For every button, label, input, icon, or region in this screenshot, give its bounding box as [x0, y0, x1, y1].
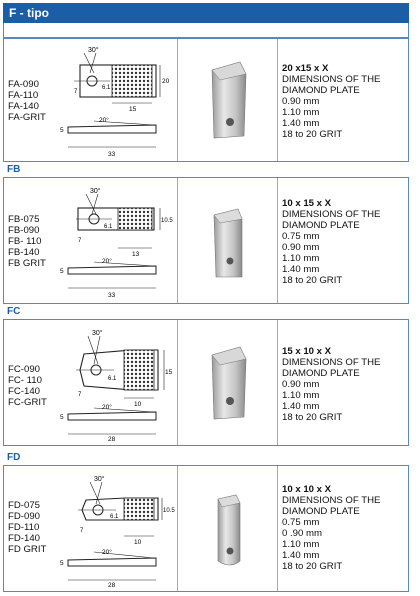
spec-line: DIMENSIONS OF THE — [282, 209, 381, 220]
angle-side-label: 20° — [102, 404, 112, 411]
model-code: FB- 110 — [8, 236, 42, 247]
spec-line: 1.40 mm — [282, 264, 320, 275]
model-code: FD-090 — [8, 511, 40, 522]
section-label-fd: FD — [7, 452, 21, 463]
spec-line: DIMENSIONS OF THE — [282, 74, 381, 85]
model-code: FC-090 — [8, 364, 40, 375]
product-row-fa — [3, 38, 409, 162]
technical-drawing-cell — [4, 466, 178, 591]
pad-dim-label: 10 — [134, 539, 142, 546]
model-code: FB GRIT — [8, 258, 46, 269]
hole-dim-label: 6.1 — [108, 376, 117, 382]
spec-line: 18 to 20 GRIT — [282, 129, 343, 140]
model-code: FA-110 — [8, 90, 39, 101]
product-photo-cell — [178, 466, 278, 591]
spec-line: 0.90 mm — [282, 96, 320, 107]
left-dim-label: 7 — [78, 238, 82, 244]
dresser-drawing — [54, 182, 172, 300]
model-code: FD-110 — [8, 522, 40, 533]
right-dim-label: 15 — [165, 369, 173, 376]
model-codes — [8, 364, 47, 408]
spec-line: 1.40 mm — [282, 401, 320, 412]
right-dim-label: 10.5 — [163, 508, 175, 514]
spec-line: 1.40 mm — [282, 118, 320, 129]
product-photo-cell — [178, 178, 278, 303]
dresser-drawing — [54, 43, 172, 159]
model-code: FB-140 — [8, 247, 40, 258]
side-dim-label: 5 — [60, 268, 64, 275]
model-code: FA-GRIT — [8, 112, 46, 123]
page-title: F - tipo — [3, 3, 409, 23]
right-dim-label: 10.5 — [161, 218, 173, 224]
spec-line: 0.75 mm — [282, 517, 320, 528]
hole-dim-label: 6.1 — [104, 224, 113, 230]
left-dim-label: 7 — [74, 89, 78, 95]
model-code: FA-090 — [8, 79, 39, 90]
model-codes — [8, 500, 46, 555]
hole-dim-label: 6.1 — [102, 85, 111, 91]
model-code: FD-075 — [8, 500, 40, 511]
spec-line: 18 to 20 GRIT — [282, 412, 343, 423]
pad-dim-label: 15 — [129, 106, 137, 113]
spec-line: DIMENSIONS OF THE — [282, 495, 381, 506]
bottom-dim-label: 28 — [108, 582, 116, 589]
spec-cell — [278, 466, 408, 591]
model-code: FB-075 — [8, 214, 40, 225]
model-codes — [8, 214, 46, 269]
dresser-photo — [206, 201, 250, 281]
plate-size: 15 x 10 x X — [282, 346, 332, 357]
hole-dim-label: 6.1 — [110, 514, 119, 520]
product-row-fb — [3, 177, 409, 304]
model-code: FD GRIT — [8, 544, 47, 555]
spec-line: 18 to 20 GRIT — [282, 561, 343, 572]
spec-line: 1.10 mm — [282, 253, 320, 264]
pad-dim-label: 13 — [132, 251, 140, 258]
angle-side-label: 20° — [99, 117, 109, 124]
left-dim-label: 7 — [78, 392, 82, 398]
product-row-fc — [3, 319, 409, 446]
spec-line: 1.10 mm — [282, 107, 320, 118]
plate-size: 10 x 15 x X — [282, 198, 332, 209]
side-dim-label: 5 — [60, 560, 64, 567]
section-label-fc: FC — [7, 306, 21, 317]
model-code: FA-140 — [8, 101, 39, 112]
model-codes — [8, 79, 46, 123]
angle-side-label: 20° — [102, 549, 112, 556]
plate-size: 10 x 10 x X — [282, 484, 332, 495]
spec-cell — [278, 320, 408, 445]
angle-side-label: 20° — [102, 258, 112, 265]
product-row-fd — [3, 465, 409, 592]
angle-top-label: 30° — [88, 47, 99, 54]
spec-cell — [278, 39, 408, 161]
spec-line: 18 to 20 GRIT — [282, 275, 343, 286]
dresser-drawing — [54, 324, 172, 442]
model-code: FB-090 — [8, 225, 40, 236]
spec-line: 0 .90 mm — [282, 528, 322, 539]
side-dim-label: 5 — [60, 127, 64, 134]
spec-line: DIAMOND PLATE — [282, 506, 360, 517]
spec-line: 1.40 mm — [282, 550, 320, 561]
spec-line: 0.90 mm — [282, 379, 320, 390]
model-code: FD-140 — [8, 533, 40, 544]
bottom-dim-label: 28 — [108, 436, 116, 443]
product-photo-cell — [178, 320, 278, 445]
product-photo-cell — [178, 39, 278, 161]
bottom-dim-label: 33 — [108, 151, 116, 158]
side-dim-label: 5 — [60, 414, 64, 421]
spec-cell — [278, 178, 408, 303]
spec-line: DIAMOND PLATE — [282, 220, 360, 231]
pad-dim-label: 10 — [134, 401, 142, 408]
spec-line: 1.10 mm — [282, 539, 320, 550]
technical-drawing-cell — [4, 178, 178, 303]
dresser-photo — [206, 489, 250, 569]
spec-line: 1.10 mm — [282, 390, 320, 401]
left-dim-label: 7 — [80, 528, 84, 534]
header-spacer — [3, 23, 409, 38]
technical-drawing-cell — [4, 320, 178, 445]
dresser-photo — [206, 60, 250, 140]
plate-size: 20 x15 x X — [282, 63, 329, 74]
right-dim-label: 20 — [162, 78, 170, 85]
angle-top-label: 30° — [94, 476, 105, 483]
model-code: FC-GRIT — [8, 397, 47, 408]
spec-line: DIMENSIONS OF THE — [282, 357, 381, 368]
spec-line: 0.75 mm — [282, 231, 320, 242]
section-label-fb: FB — [7, 164, 21, 175]
dresser-drawing — [54, 470, 175, 589]
angle-top-label: 30° — [92, 330, 103, 337]
bottom-dim-label: 33 — [108, 292, 116, 299]
angle-top-label: 30° — [90, 188, 101, 195]
spec-line: DIAMOND PLATE — [282, 85, 360, 96]
model-code: FC-140 — [8, 386, 40, 397]
technical-drawing-cell — [4, 39, 178, 161]
model-code: FC- 110 — [8, 375, 42, 386]
dresser-photo — [206, 343, 250, 423]
spec-line: DIAMOND PLATE — [282, 368, 360, 379]
spec-line: 0.90 mm — [282, 242, 320, 253]
